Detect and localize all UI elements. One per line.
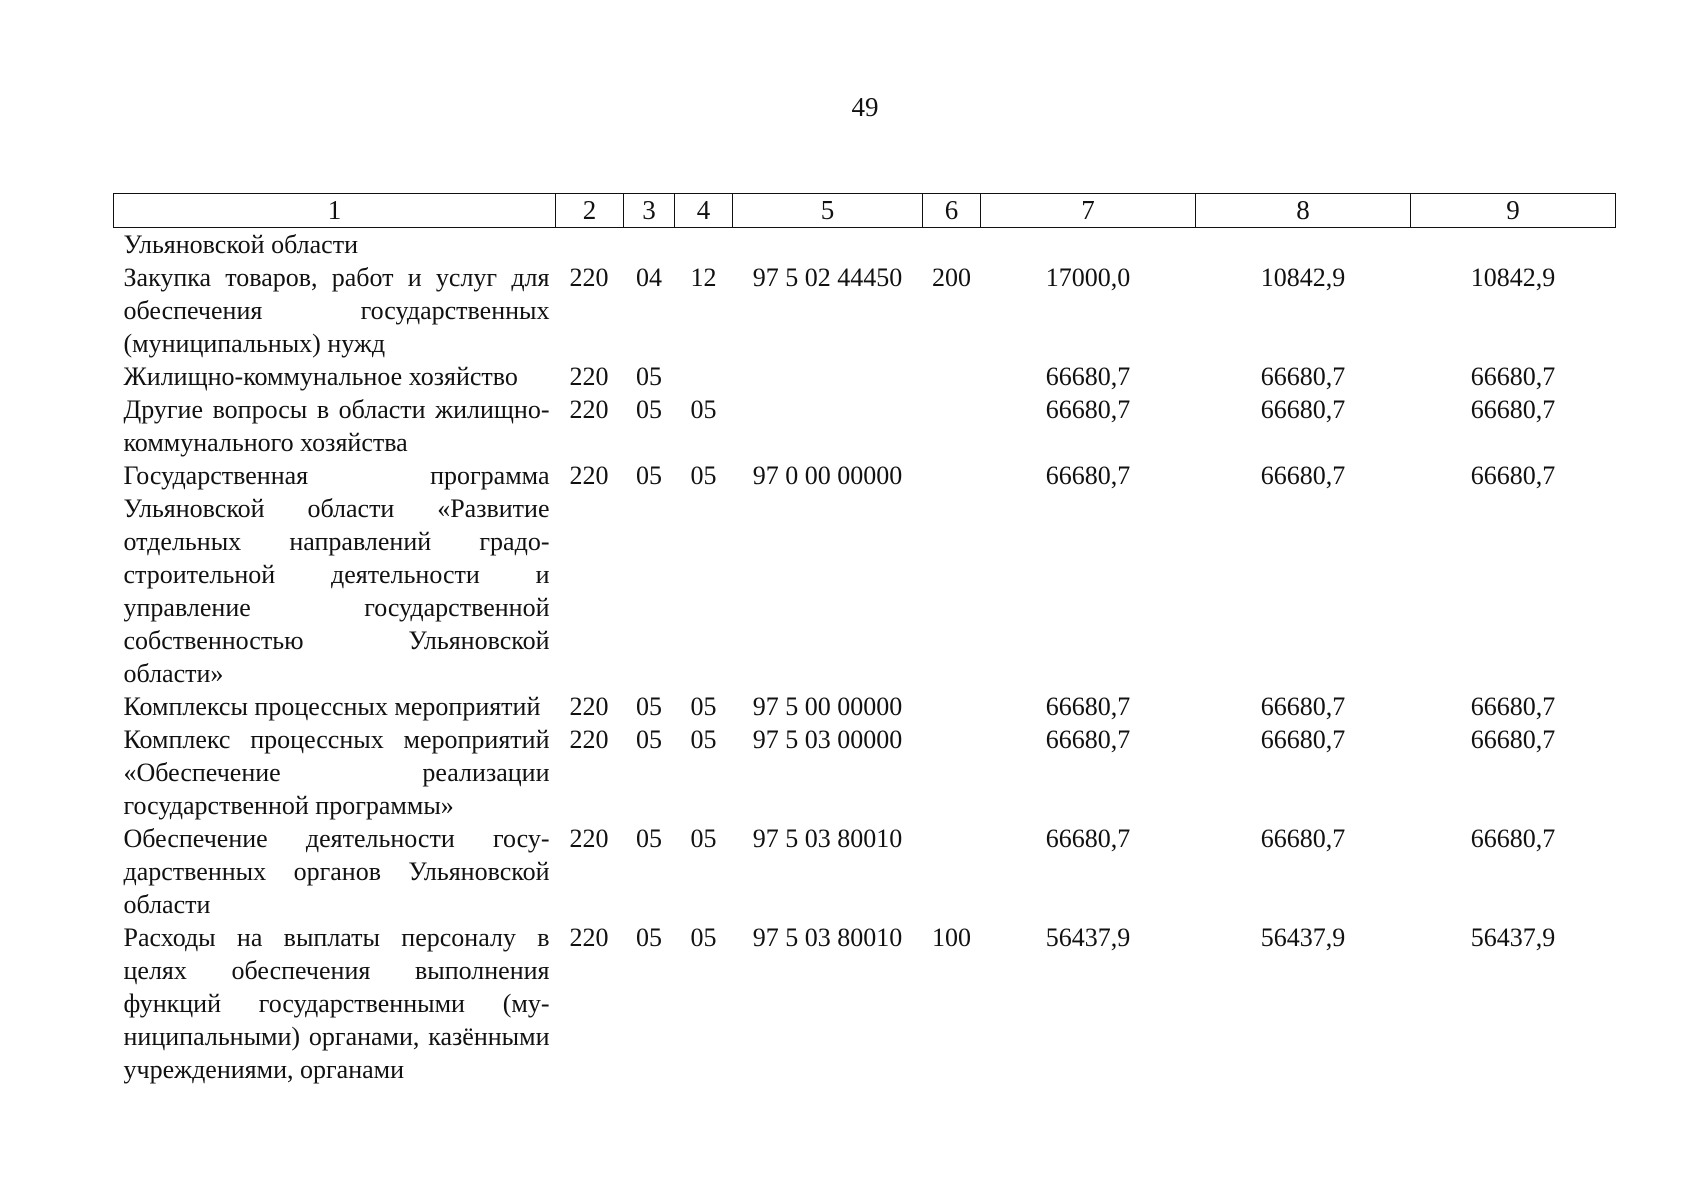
row-col-8: 66680,7 <box>1260 824 1346 853</box>
table-header <box>114 194 1616 228</box>
row-col-6 <box>923 459 981 690</box>
row-col-7 <box>981 228 1196 262</box>
table-row <box>114 822 1616 921</box>
header-col-4: 4 <box>675 194 733 228</box>
row-col-9: 56437,9 <box>1470 923 1556 952</box>
row-col-5: 97 5 03 80010 <box>752 923 903 952</box>
row-col-6 <box>923 723 981 822</box>
row-col-9: 66680,7 <box>1470 824 1556 853</box>
row-col-2: 220 <box>569 923 609 952</box>
row-col-8: 56437,9 <box>1260 923 1346 952</box>
row-col-2: 220 <box>569 461 609 490</box>
row-col-3: 05 <box>636 395 662 424</box>
row-col-3: 05 <box>636 362 662 391</box>
table-body <box>114 228 1616 1087</box>
row-col-4: 05 <box>690 461 717 490</box>
table-row <box>114 690 1616 723</box>
row-col-6 <box>923 393 981 459</box>
row-col-2: 220 <box>569 824 609 853</box>
row-name: Жилищно-коммунальное хозяйство <box>123 362 518 391</box>
table-row <box>114 459 1616 690</box>
row-col-9: 66680,7 <box>1470 362 1556 391</box>
header-col-5: 5 <box>733 194 923 228</box>
row-col-3: 05 <box>636 923 662 952</box>
row-col-3 <box>624 228 675 262</box>
row-col-4: 12 <box>690 263 717 292</box>
row-name: Другие вопросы в области жилищно-коммунального хозяйства <box>123 395 550 457</box>
row-name: Комплексы процессных мероприятий <box>123 692 541 721</box>
row-col-8: 66680,7 <box>1260 362 1346 391</box>
row-name: Государственная программа Ульяновской области «Развитие отдельных направлений градостроительной деятельности и управление государственной собственностью Ульяновской области» <box>123 461 550 688</box>
header-col-1: 1 <box>114 194 556 228</box>
row-col-6: 200 <box>932 263 971 292</box>
row-name: Ульяновской области <box>123 230 358 259</box>
row-name: Расходы на выплаты персоналу в целях обеспечения выполнения функций государственными (муниципальными) органами, казёнными учреждениями, органами <box>123 923 550 1084</box>
row-col-7: 56437,9 <box>1045 923 1131 952</box>
row-col-5 <box>733 360 923 393</box>
row-col-7: 17000,0 <box>1045 263 1131 292</box>
row-col-4 <box>675 228 733 262</box>
row-col-3: 05 <box>636 461 662 490</box>
row-col-5: 97 5 00 00000 <box>752 692 903 721</box>
budget-table <box>113 193 1616 1086</box>
row-col-5 <box>733 393 923 459</box>
row-col-4 <box>675 360 733 393</box>
row-col-6 <box>923 228 981 262</box>
row-col-8: 66680,7 <box>1260 692 1346 721</box>
row-name: Комплекс процессных мероприятий «Обеспечение реализации государственной программы» <box>123 725 550 820</box>
row-col-8: 66680,7 <box>1260 725 1346 754</box>
row-col-7: 66680,7 <box>1045 725 1131 754</box>
header-col-9: 9 <box>1411 194 1616 228</box>
row-col-2: 220 <box>569 263 609 292</box>
row-col-8: 66680,7 <box>1260 395 1346 424</box>
row-col-2: 220 <box>569 395 609 424</box>
table-row <box>114 261 1616 360</box>
row-col-7: 66680,7 <box>1045 461 1131 490</box>
row-name: Обеспечение деятельности государственных органов Ульяновской области <box>123 824 550 919</box>
row-col-4: 05 <box>690 692 717 721</box>
row-col-6 <box>923 822 981 921</box>
row-col-5: 97 0 00 00000 <box>752 461 903 490</box>
row-col-7: 66680,7 <box>1045 692 1131 721</box>
row-col-3: 05 <box>636 725 662 754</box>
row-col-7: 66680,7 <box>1045 362 1131 391</box>
table-row <box>114 921 1616 1086</box>
row-col-4: 05 <box>690 395 717 424</box>
header-col-3: 3 <box>624 194 675 228</box>
table-row <box>114 723 1616 822</box>
row-col-5: 97 5 02 44450 <box>752 263 903 292</box>
table-row <box>114 393 1616 459</box>
row-col-7: 66680,7 <box>1045 395 1131 424</box>
row-col-3: 04 <box>636 263 662 292</box>
row-col-9: 10842,9 <box>1470 263 1556 292</box>
header-row <box>114 194 1616 228</box>
row-col-9: 66680,7 <box>1470 692 1556 721</box>
header-col-6: 6 <box>923 194 981 228</box>
row-col-9: 66680,7 <box>1470 395 1556 424</box>
row-col-4: 05 <box>690 824 717 853</box>
row-col-7: 66680,7 <box>1045 824 1131 853</box>
page-number: 49 <box>851 92 879 122</box>
row-col-3: 05 <box>636 824 662 853</box>
row-col-8: 66680,7 <box>1260 461 1346 490</box>
row-col-9: 66680,7 <box>1470 461 1556 490</box>
row-col-5: 97 5 03 00000 <box>752 725 903 754</box>
header-col-2: 2 <box>556 194 624 228</box>
row-col-2: 220 <box>569 692 609 721</box>
table-row <box>114 228 1616 262</box>
row-col-4: 05 <box>690 923 717 952</box>
row-col-6 <box>923 690 981 723</box>
row-col-6: 100 <box>932 923 971 952</box>
row-col-9 <box>1411 228 1616 262</box>
row-name: Закупка товаров, работ и услуг для обеспечения государственных (муниципальных) нужд <box>123 263 550 358</box>
header-col-7: 7 <box>981 194 1196 228</box>
row-col-2: 220 <box>569 725 609 754</box>
row-col-3: 05 <box>636 692 662 721</box>
row-col-6 <box>923 360 981 393</box>
row-col-2 <box>556 228 624 262</box>
row-col-5 <box>733 228 923 262</box>
row-col-5: 97 5 03 80010 <box>752 824 903 853</box>
row-col-8 <box>1196 228 1411 262</box>
header-col-8: 8 <box>1196 194 1411 228</box>
row-col-8: 10842,9 <box>1260 263 1346 292</box>
table-row <box>114 360 1616 393</box>
row-col-9: 66680,7 <box>1470 725 1556 754</box>
row-col-4: 05 <box>690 725 717 754</box>
row-col-2: 220 <box>569 362 609 391</box>
